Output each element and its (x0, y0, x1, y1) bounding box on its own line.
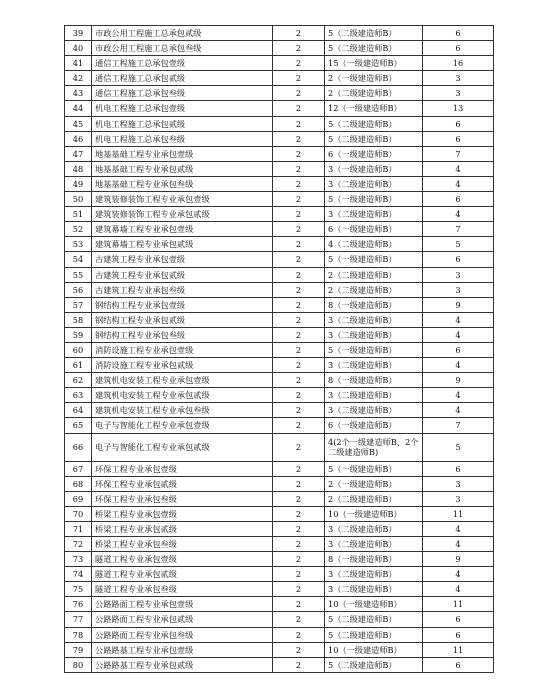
total-count-cell: 9 (423, 552, 494, 567)
row-number-cell: 66 (65, 433, 92, 461)
required-count-cell: 2 (273, 491, 325, 506)
table-row (65, 297, 494, 312)
row-number-cell: 46 (65, 131, 92, 146)
total-count-cell: 6 (423, 461, 494, 476)
table-row (65, 222, 494, 237)
qualification-name-cell: 公路路面工程专业承包贰级 (92, 612, 273, 627)
qualification-name-cell: 机电工程施工总承包叁级 (92, 131, 273, 146)
qualification-name-cell: 电子与智能化工程专业承包贰级 (92, 433, 273, 461)
total-count-cell: 6 (423, 131, 494, 146)
required-count-cell: 2 (273, 267, 325, 282)
table-row (65, 597, 494, 612)
row-number-cell: 51 (65, 207, 92, 222)
total-count-cell: 3 (423, 267, 494, 282)
table-row (65, 461, 494, 476)
total-count-cell: 6 (423, 627, 494, 642)
constructor-requirement-cell: 2（二级建造师B） (325, 267, 423, 282)
constructor-requirement-cell: 5（二级建造师B） (325, 627, 423, 642)
row-number-cell: 61 (65, 358, 92, 373)
qualification-name-cell: 机电工程施工总承包贰级 (92, 116, 273, 131)
total-count-cell: 3 (423, 282, 494, 297)
constructor-requirement-cell: 3（二级建造师B） (325, 537, 423, 552)
table-row (65, 642, 494, 657)
constructor-requirement-cell: 3（一级建造师B） (325, 161, 423, 176)
total-count-cell: 6 (423, 41, 494, 56)
constructor-requirement-cell: 8（一级建造师B） (325, 297, 423, 312)
row-number-cell: 76 (65, 597, 92, 612)
required-count-cell: 2 (273, 521, 325, 536)
required-count-cell: 2 (273, 222, 325, 237)
table-row (65, 161, 494, 176)
total-count-cell: 11 (423, 506, 494, 521)
table-row (65, 388, 494, 403)
required-count-cell: 2 (273, 131, 325, 146)
qualification-name-cell: 隧道工程专业承包叁级 (92, 582, 273, 597)
qualification-name-cell: 建筑装修装饰工程专业承包贰级 (92, 207, 273, 222)
required-count-cell: 2 (273, 176, 325, 191)
qualification-name-cell: 建筑幕墙工程专业承包贰级 (92, 237, 273, 252)
table-row (65, 567, 494, 582)
total-count-cell: 4 (423, 207, 494, 222)
constructor-requirement-cell: 12（一级建造师B） (325, 101, 423, 116)
table-row (65, 71, 494, 86)
required-count-cell: 2 (273, 657, 325, 672)
constructor-requirement-cell: 2（一级建造师B） (325, 476, 423, 491)
constructor-requirement-cell: 3（二级建造师B） (325, 358, 423, 373)
required-count-cell: 2 (273, 116, 325, 131)
row-number-cell: 58 (65, 312, 92, 327)
row-number-cell: 47 (65, 146, 92, 161)
total-count-cell: 7 (423, 222, 494, 237)
required-count-cell: 2 (273, 612, 325, 627)
constructor-requirement-cell: 5（二级建造师B） (325, 26, 423, 41)
table-row (65, 491, 494, 506)
table-row (65, 476, 494, 491)
total-count-cell: 9 (423, 297, 494, 312)
row-number-cell: 68 (65, 476, 92, 491)
total-count-cell: 6 (423, 26, 494, 41)
constructor-requirement-cell: 4(2个一级建造师B、2个二级建造师B) (325, 433, 423, 461)
row-number-cell: 75 (65, 582, 92, 597)
table-row (65, 116, 494, 131)
constructor-requirement-cell: 5（二级建造师B） (325, 131, 423, 146)
row-number-cell: 69 (65, 491, 92, 506)
total-count-cell: 3 (423, 86, 494, 101)
table-row (65, 176, 494, 191)
row-number-cell: 60 (65, 342, 92, 357)
constructor-requirement-cell: 5（一级建造师B） (325, 192, 423, 207)
row-number-cell: 65 (65, 418, 92, 433)
qualification-name-cell: 钢结构工程专业承包叁级 (92, 327, 273, 342)
constructor-requirement-cell: 10（一级建造师B） (325, 642, 423, 657)
required-count-cell: 2 (273, 373, 325, 388)
qualification-name-cell: 电子与智能化工程专业承包壹级 (92, 418, 273, 433)
required-count-cell: 2 (273, 312, 325, 327)
table-row (65, 237, 494, 252)
total-count-cell: 3 (423, 491, 494, 506)
total-count-cell: 3 (423, 71, 494, 86)
total-count-cell: 4 (423, 582, 494, 597)
total-count-cell: 4 (423, 327, 494, 342)
total-count-cell: 4 (423, 388, 494, 403)
row-number-cell: 67 (65, 461, 92, 476)
required-count-cell: 2 (273, 461, 325, 476)
qualification-table-page (64, 25, 493, 673)
required-count-cell: 2 (273, 26, 325, 41)
qualification-name-cell: 桥梁工程专业承包贰级 (92, 521, 273, 536)
qualification-name-cell: 钢结构工程专业承包贰级 (92, 312, 273, 327)
qualification-name-cell: 通信工程施工总承包贰级 (92, 71, 273, 86)
constructor-requirement-cell: 2（二级建造师B） (325, 491, 423, 506)
total-count-cell: 7 (423, 146, 494, 161)
table-row (65, 537, 494, 552)
constructor-requirement-cell: 15（一级建造师B） (325, 56, 423, 71)
row-number-cell: 50 (65, 192, 92, 207)
constructor-requirement-cell: 2（一级建造师B） (325, 71, 423, 86)
qualification-name-cell: 地基基础工程专业承包叁级 (92, 176, 273, 191)
table-row (65, 342, 494, 357)
qualification-name-cell: 建筑装修装饰工程专业承包壹级 (92, 192, 273, 207)
total-count-cell: 7 (423, 418, 494, 433)
total-count-cell: 16 (423, 56, 494, 71)
total-count-cell: 13 (423, 101, 494, 116)
table-row (65, 101, 494, 116)
required-count-cell: 2 (273, 627, 325, 642)
row-number-cell: 80 (65, 657, 92, 672)
total-count-cell: 3 (423, 476, 494, 491)
constructor-requirement-cell: 6（一级建造师B） (325, 222, 423, 237)
required-count-cell: 2 (273, 358, 325, 373)
constructor-requirement-cell: 5（一级建造师B） (325, 461, 423, 476)
constructor-requirement-cell: 5（一级建造师B） (325, 342, 423, 357)
row-number-cell: 64 (65, 403, 92, 418)
table-row (65, 552, 494, 567)
constructor-requirement-cell: 2（二级建造师B） (325, 86, 423, 101)
qualification-name-cell: 公路路面工程专业承包壹级 (92, 597, 273, 612)
qualification-table (64, 25, 494, 673)
constructor-requirement-cell: 4（二级建造师B） (325, 237, 423, 252)
qualification-name-cell: 消防设施工程专业承包贰级 (92, 358, 273, 373)
total-count-cell: 4 (423, 567, 494, 582)
qualification-name-cell: 公路路面工程专业承包叁级 (92, 627, 273, 642)
total-count-cell: 4 (423, 521, 494, 536)
constructor-requirement-cell: 10（一级建造师B） (325, 506, 423, 521)
table-row (65, 192, 494, 207)
constructor-requirement-cell: 3（二级建造师B） (325, 521, 423, 536)
qualification-name-cell: 公路路基工程专业承包贰级 (92, 657, 273, 672)
row-number-cell: 53 (65, 237, 92, 252)
total-count-cell: 6 (423, 657, 494, 672)
constructor-requirement-cell: 3（二级建造师B） (325, 327, 423, 342)
constructor-requirement-cell: 3（二级建造师B） (325, 176, 423, 191)
constructor-requirement-cell: 8（一级建造师B） (325, 373, 423, 388)
total-count-cell: 4 (423, 312, 494, 327)
required-count-cell: 2 (273, 192, 325, 207)
table-row (65, 403, 494, 418)
row-number-cell: 72 (65, 537, 92, 552)
row-number-cell: 40 (65, 41, 92, 56)
total-count-cell: 11 (423, 642, 494, 657)
table-row (65, 146, 494, 161)
table-row (65, 433, 494, 461)
row-number-cell: 54 (65, 252, 92, 267)
required-count-cell: 2 (273, 567, 325, 582)
row-number-cell: 52 (65, 222, 92, 237)
qualification-name-cell: 桥梁工程专业承包叁级 (92, 537, 273, 552)
required-count-cell: 2 (273, 582, 325, 597)
table-row (65, 612, 494, 627)
required-count-cell: 2 (273, 282, 325, 297)
required-count-cell: 2 (273, 161, 325, 176)
constructor-requirement-cell: 5（二级建造师B） (325, 116, 423, 131)
row-number-cell: 78 (65, 627, 92, 642)
row-number-cell: 79 (65, 642, 92, 657)
constructor-requirement-cell: 5（二级建造师B） (325, 41, 423, 56)
qualification-name-cell: 地基基础工程专业承包壹级 (92, 146, 273, 161)
row-number-cell: 49 (65, 176, 92, 191)
required-count-cell: 2 (273, 86, 325, 101)
required-count-cell: 2 (273, 342, 325, 357)
table-row (65, 373, 494, 388)
table-row (65, 521, 494, 536)
row-number-cell: 59 (65, 327, 92, 342)
qualification-name-cell: 机电工程施工总承包壹级 (92, 101, 273, 116)
total-count-cell: 11 (423, 597, 494, 612)
qualification-name-cell: 市政公用工程施工总承包叁级 (92, 41, 273, 56)
required-count-cell: 2 (273, 146, 325, 161)
total-count-cell: 4 (423, 176, 494, 191)
qualification-name-cell: 建筑机电安装工程专业承包贰级 (92, 388, 273, 403)
row-number-cell: 56 (65, 282, 92, 297)
required-count-cell: 2 (273, 237, 325, 252)
required-count-cell: 2 (273, 207, 325, 222)
total-count-cell: 5 (423, 237, 494, 252)
qualification-name-cell: 环保工程专业承包叁级 (92, 491, 273, 506)
row-number-cell: 43 (65, 86, 92, 101)
qualification-name-cell: 环保工程专业承包贰级 (92, 476, 273, 491)
qualification-name-cell: 隧道工程专业承包壹级 (92, 552, 273, 567)
row-number-cell: 55 (65, 267, 92, 282)
qualification-name-cell: 建筑机电安装工程专业承包叁级 (92, 403, 273, 418)
constructor-requirement-cell: 3（二级建造师B） (325, 403, 423, 418)
required-count-cell: 2 (273, 388, 325, 403)
table-row (65, 86, 494, 101)
table-row (65, 582, 494, 597)
required-count-cell: 2 (273, 418, 325, 433)
constructor-requirement-cell: 3（二级建造师B） (325, 207, 423, 222)
row-number-cell: 63 (65, 388, 92, 403)
table-row (65, 358, 494, 373)
constructor-requirement-cell: 2（二级建造师B） (325, 282, 423, 297)
row-number-cell: 77 (65, 612, 92, 627)
required-count-cell: 2 (273, 101, 325, 116)
table-row (65, 252, 494, 267)
required-count-cell: 2 (273, 433, 325, 461)
qualification-name-cell: 古建筑工程专业承包叁级 (92, 282, 273, 297)
row-number-cell: 45 (65, 116, 92, 131)
table-row (65, 282, 494, 297)
constructor-requirement-cell: 5（一级建造师B） (325, 252, 423, 267)
table-row (65, 657, 494, 672)
total-count-cell: 6 (423, 192, 494, 207)
required-count-cell: 2 (273, 56, 325, 71)
required-count-cell: 2 (273, 403, 325, 418)
qualification-name-cell: 建筑机电安装工程专业承包壹级 (92, 373, 273, 388)
required-count-cell: 2 (273, 41, 325, 56)
total-count-cell: 6 (423, 612, 494, 627)
table-row (65, 41, 494, 56)
required-count-cell: 2 (273, 642, 325, 657)
constructor-requirement-cell: 6（一级建造师B） (325, 146, 423, 161)
qualification-name-cell: 通信工程施工总承包壹级 (92, 56, 273, 71)
required-count-cell: 2 (273, 476, 325, 491)
constructor-requirement-cell: 5（二级建造师B） (325, 657, 423, 672)
qualification-name-cell: 钢结构工程专业承包壹级 (92, 297, 273, 312)
qualification-name-cell: 古建筑工程专业承包贰级 (92, 267, 273, 282)
qualification-name-cell: 环保工程专业承包壹级 (92, 461, 273, 476)
row-number-cell: 41 (65, 56, 92, 71)
row-number-cell: 39 (65, 26, 92, 41)
constructor-requirement-cell: 8（一级建造师B） (325, 552, 423, 567)
constructor-requirement-cell: 3（二级建造师B） (325, 312, 423, 327)
table-row (65, 26, 494, 41)
qualification-name-cell: 公路路基工程专业承包壹级 (92, 642, 273, 657)
table-row (65, 267, 494, 282)
table-row (65, 312, 494, 327)
table-body (65, 26, 494, 673)
required-count-cell: 2 (273, 552, 325, 567)
qualification-name-cell: 建筑幕墙工程专业承包壹级 (92, 222, 273, 237)
constructor-requirement-cell: 3（二级建造师B） (325, 582, 423, 597)
qualification-name-cell: 通信工程施工总承包叁级 (92, 86, 273, 101)
table-row (65, 56, 494, 71)
table-row (65, 207, 494, 222)
constructor-requirement-cell: 10（一级建造师B） (325, 597, 423, 612)
qualification-name-cell: 古建筑工程专业承包壹级 (92, 252, 273, 267)
required-count-cell: 2 (273, 71, 325, 86)
total-count-cell: 4 (423, 358, 494, 373)
required-count-cell: 2 (273, 506, 325, 521)
qualification-name-cell: 桥梁工程专业承包壹级 (92, 506, 273, 521)
total-count-cell: 4 (423, 403, 494, 418)
qualification-name-cell: 消防设施工程专业承包壹级 (92, 342, 273, 357)
total-count-cell: 6 (423, 342, 494, 357)
row-number-cell: 70 (65, 506, 92, 521)
total-count-cell: 6 (423, 116, 494, 131)
qualification-name-cell: 地基基础工程专业承包贰级 (92, 161, 273, 176)
constructor-requirement-cell: 3（二级建造师B） (325, 567, 423, 582)
row-number-cell: 74 (65, 567, 92, 582)
constructor-requirement-cell: 3（二级建造师B） (325, 388, 423, 403)
required-count-cell: 2 (273, 537, 325, 552)
required-count-cell: 2 (273, 297, 325, 312)
qualification-name-cell: 隧道工程专业承包贰级 (92, 567, 273, 582)
row-number-cell: 57 (65, 297, 92, 312)
row-number-cell: 44 (65, 101, 92, 116)
row-number-cell: 42 (65, 71, 92, 86)
required-count-cell: 2 (273, 597, 325, 612)
table-row (65, 627, 494, 642)
total-count-cell: 4 (423, 537, 494, 552)
table-row (65, 327, 494, 342)
required-count-cell: 2 (273, 252, 325, 267)
constructor-requirement-cell: 6（一级建造师B） (325, 418, 423, 433)
table-row (65, 418, 494, 433)
qualification-name-cell: 市政公用工程施工总承包贰级 (92, 26, 273, 41)
total-count-cell: 4 (423, 161, 494, 176)
table-row (65, 506, 494, 521)
total-count-cell: 5 (423, 433, 494, 461)
row-number-cell: 48 (65, 161, 92, 176)
table-row (65, 131, 494, 146)
total-count-cell: 6 (423, 252, 494, 267)
constructor-requirement-cell: 5（二级建造师B） (325, 612, 423, 627)
total-count-cell: 9 (423, 373, 494, 388)
row-number-cell: 62 (65, 373, 92, 388)
row-number-cell: 71 (65, 521, 92, 536)
required-count-cell: 2 (273, 327, 325, 342)
row-number-cell: 73 (65, 552, 92, 567)
